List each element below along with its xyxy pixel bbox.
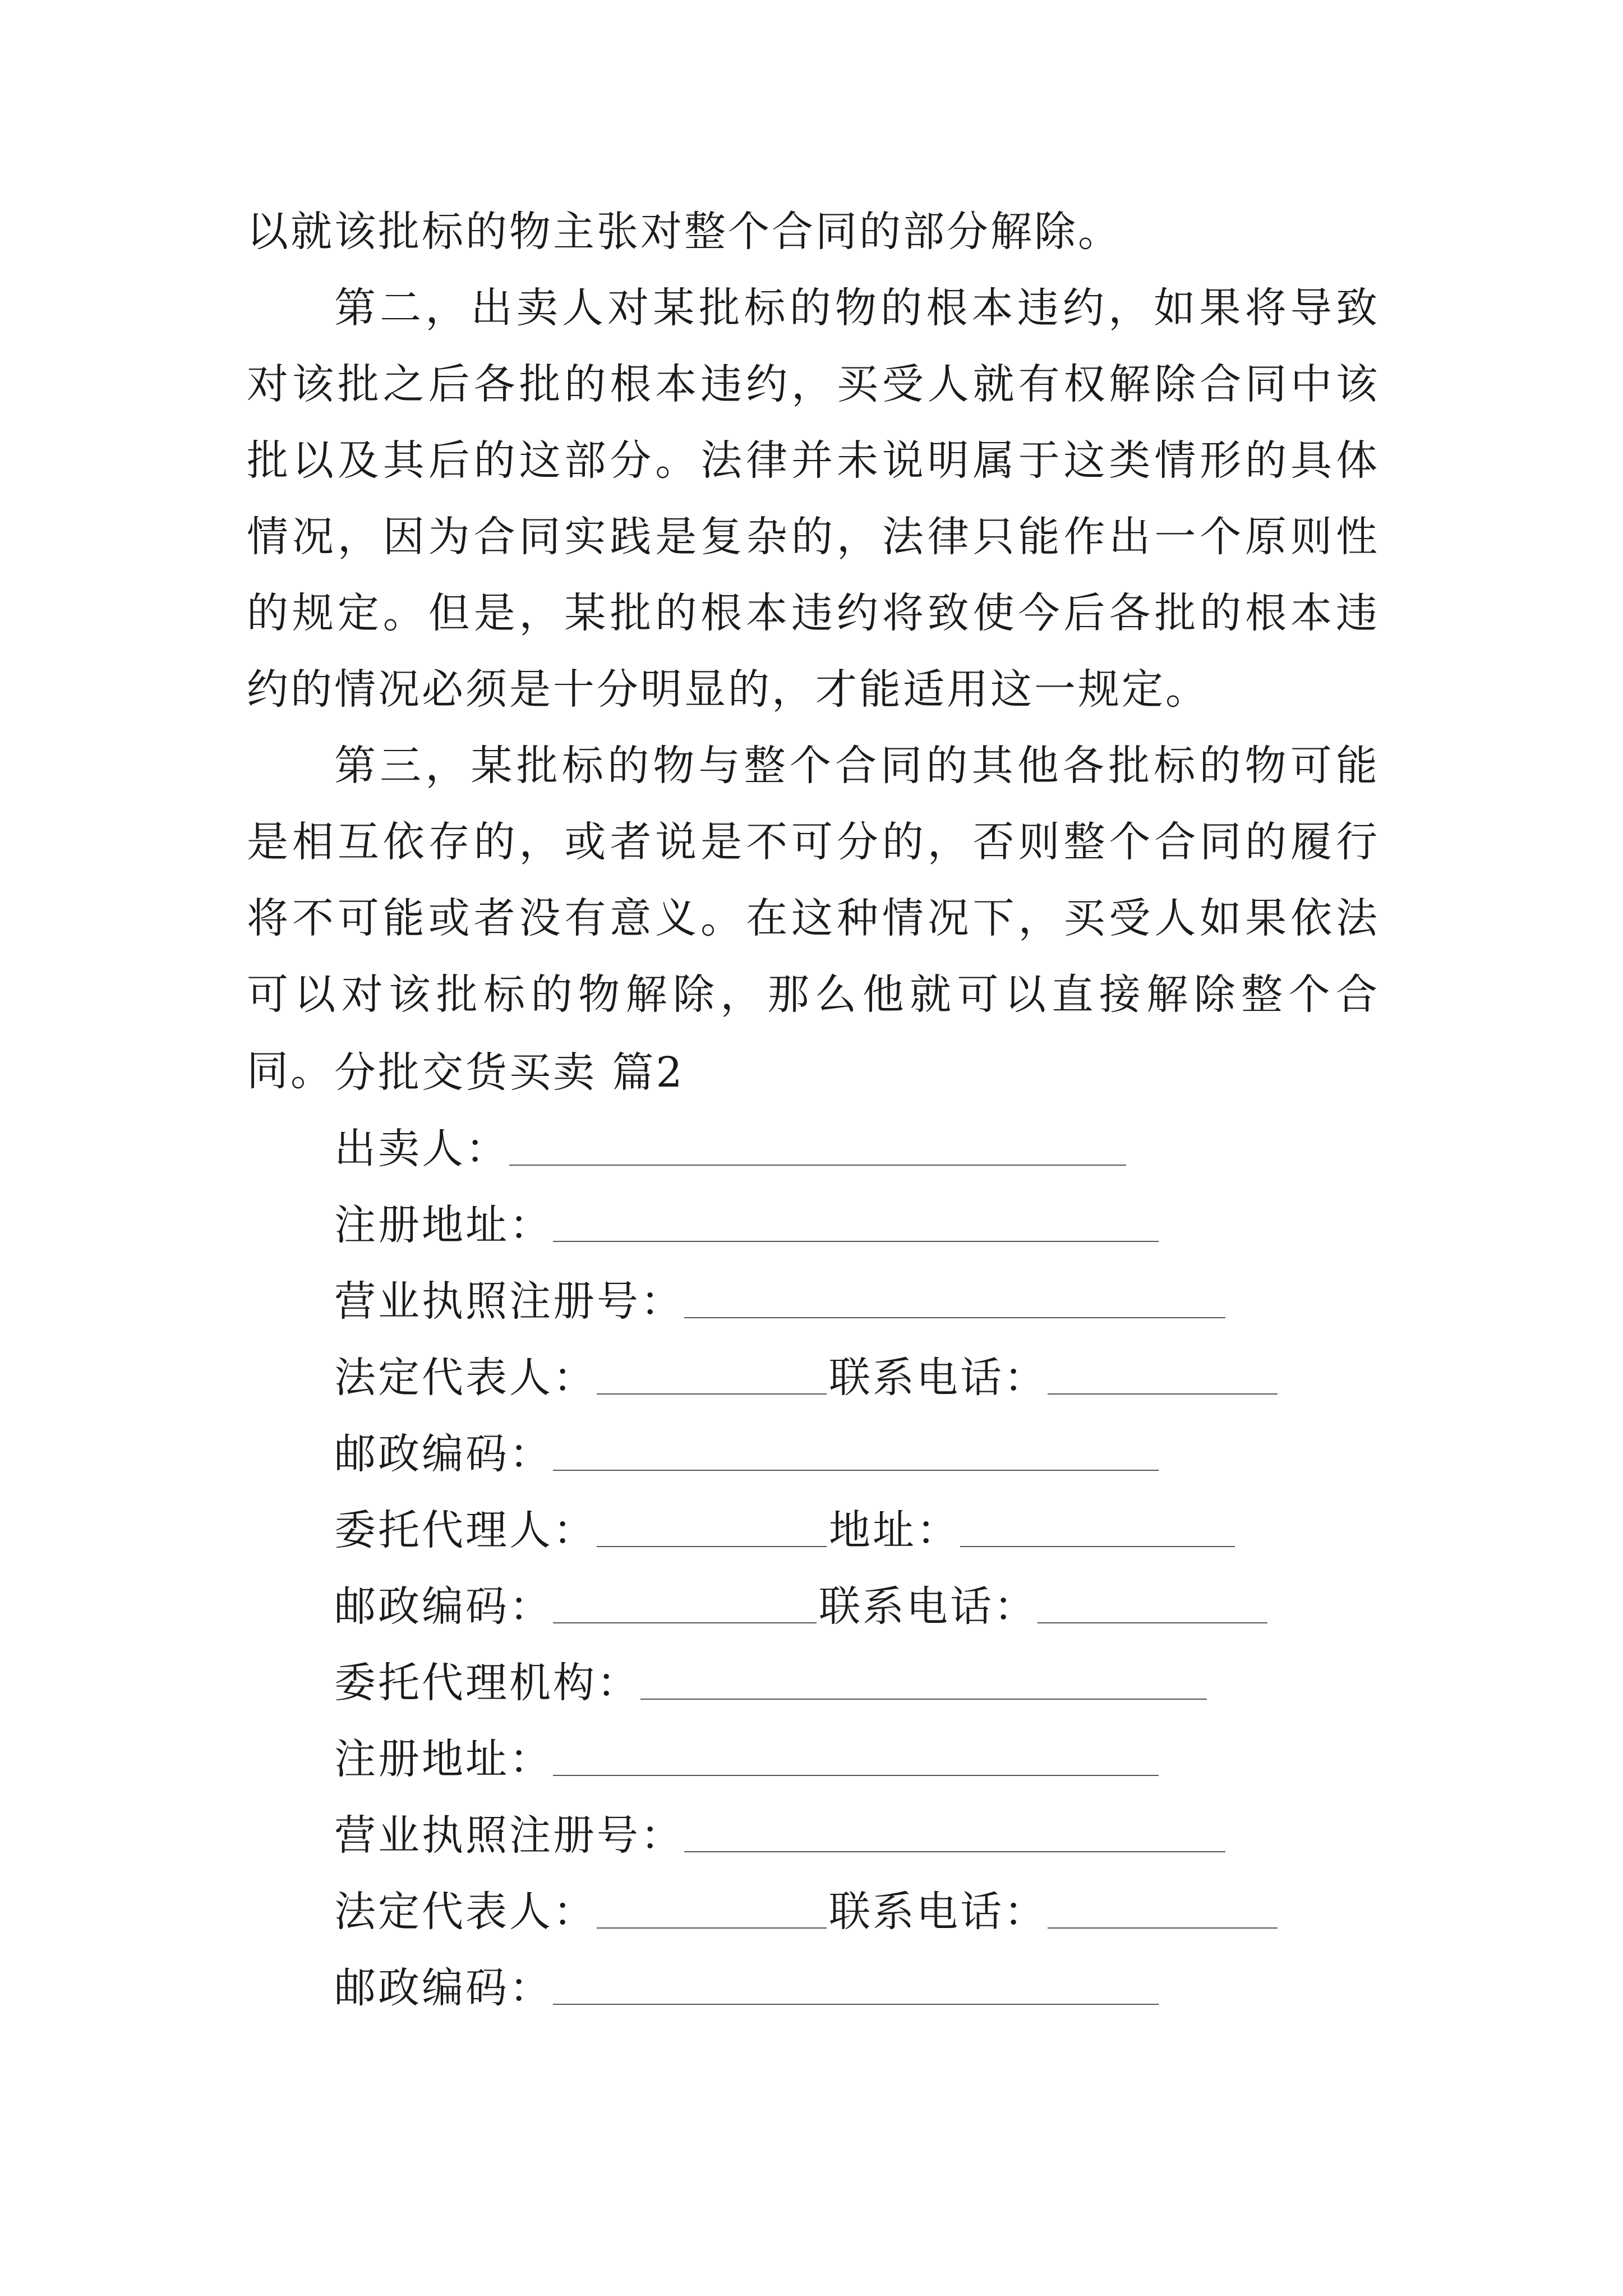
paragraph-second: 第二，出卖人对某批标的物的根本违约，如果将导致对该批之后各批的根本违约，买受人就有权解除合同中该批以及其后的这部分。法律并未说明属于这类情形的具体情况，因为合同实践是复杂的，法律只能作出一个原则性的规定。但是，某批的根本违约将致使今后各批的根本违约的情况必须是十分明显的，才能适用这一规定。 (247, 284, 1380, 714)
agency-field[interactable] (640, 1659, 1207, 1700)
agent-field[interactable] (597, 1507, 827, 1547)
seller-field[interactable] (509, 1125, 1126, 1166)
agency-reg-address-line (334, 1718, 1280, 1794)
address-field[interactable] (960, 1507, 1235, 1547)
agency-phone-label: 联系电话： (829, 1888, 1048, 1936)
agency-legal-rep-label: 法定代表人： (334, 1888, 597, 1936)
license-no-line (334, 1260, 1280, 1336)
license-no-label: 营业执照注册号： (334, 1277, 684, 1326)
agent-postcode-field[interactable] (553, 1583, 817, 1623)
postcode-label: 邮政编码： (334, 1430, 553, 1478)
agent-postcode-label: 邮政编码： (334, 1582, 553, 1631)
agency-reg-address-field[interactable] (553, 1736, 1159, 1776)
legal-rep-line (334, 1336, 1280, 1412)
reg-address-label: 注册地址： (334, 1201, 553, 1249)
agency-postcode-line (334, 1947, 1280, 2023)
seller-label: 出卖人： (334, 1125, 509, 1173)
phone-label: 联系电话： (829, 1354, 1048, 1402)
postcode-field[interactable] (553, 1430, 1159, 1471)
agency-phone-field[interactable] (1048, 1888, 1278, 1929)
paragraph-continuation: 以就该批标的物主张对整个合同的部分解除。 (247, 208, 1122, 256)
section-title-line (334, 1031, 1280, 1107)
agency-license-no-field[interactable] (684, 1812, 1225, 1852)
body-text (247, 194, 1380, 1109)
phone-field[interactable] (1048, 1354, 1278, 1395)
agency-legal-rep-field[interactable] (597, 1888, 827, 1929)
section-title: 分批交货买卖 篇2 (334, 1048, 685, 1097)
agent-postcode-line (334, 1565, 1280, 1641)
agency-legal-rep-line (334, 1870, 1280, 1947)
agency-label: 委托代理机构： (334, 1659, 640, 1707)
agency-postcode-label: 邮政编码： (334, 1964, 553, 2012)
reg-address-field[interactable] (553, 1202, 1159, 1242)
agent-phone-field[interactable] (1038, 1583, 1267, 1623)
contract-party-form (334, 1031, 1280, 2023)
legal-rep-field[interactable] (597, 1354, 827, 1395)
agency-line (334, 1641, 1280, 1718)
license-no-field[interactable] (684, 1278, 1225, 1318)
agent-line (334, 1489, 1280, 1565)
agent-label: 委托代理人： (334, 1506, 597, 1554)
agency-license-no-line (334, 1794, 1280, 1870)
address-label: 地址： (829, 1506, 960, 1554)
agency-reg-address-label: 注册地址： (334, 1735, 553, 1783)
legal-rep-label: 法定代表人： (334, 1354, 597, 1402)
seller-line (334, 1107, 1280, 1184)
paragraph-third: 第三，某批标的物与整个合同的其他各批标的物可能是相互依存的，或者说是不可分的，否则整个合同的履行将不可能或者没有意义。在这种情况下，买受人如果依法可以对该批标的物解除，那么他就可以直接解除整个合同。 (247, 742, 1380, 1095)
agent-phone-label: 联系电话： (819, 1582, 1038, 1631)
agency-license-no-label: 营业执照注册号： (334, 1811, 684, 1860)
postcode-line (334, 1412, 1280, 1489)
reg-address-line (334, 1184, 1280, 1260)
agency-postcode-field[interactable] (553, 1964, 1159, 2005)
